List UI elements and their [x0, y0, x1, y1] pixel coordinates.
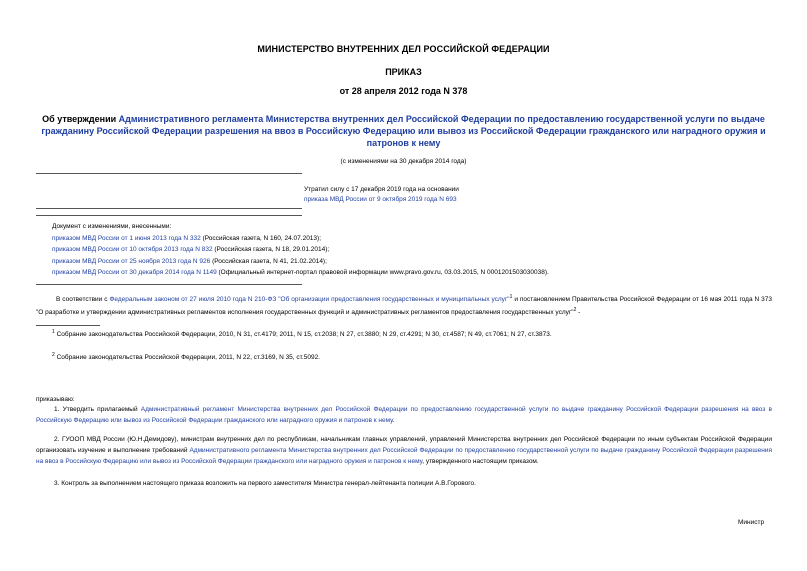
- amendment-link[interactable]: приказом МВД России от 10 октября 2013 года N 832: [52, 246, 213, 254]
- divider: [36, 284, 302, 285]
- footnote: [52, 352, 320, 361]
- federal-law-link[interactable]: Федеральным законом от 27 июля 2010 года N 210-ФЗ "Об организации предоставления государственных и муниципальных услуг": [109, 296, 510, 304]
- divider: [36, 173, 302, 174]
- amendment-source: (Российская газета, N 160, 24.07.2013);: [200, 234, 322, 242]
- doc-type-heading: ПРИКАЗ: [385, 67, 422, 77]
- date-number-heading: от 28 апреля 2012 года N 378: [339, 86, 468, 96]
- regulation-link[interactable]: Административный регламент Министерства внутренних дел Российской Федерации по предоставлению государственной услуги по выдаче гражданину Российской Федерации разрешения на ввоз в Российскую Федерацию или вывоз из Российской Федерации гражданского или наградного оружия и патронов к нему: [36, 406, 772, 424]
- amendment-link[interactable]: приказом МВД России от 25 ноября 2013 года N 926: [52, 257, 211, 265]
- paragraph-text: 2. ГУООП МВД России (Ю.Н.Демидову), министрам внутренних дел по республикам, начальникам главных управлений, управлений Министерства внутренних дел Российской Федерации по иным субъектам Российской Федерации организовать изучение и выполнение требований: [36, 436, 772, 454]
- amendment-source: (Официальный интернет-портал правовой информации www.pravo.gov.ru, 03.03.2015, N 0001201503030038).: [216, 269, 549, 277]
- void-notice: [304, 185, 459, 205]
- preamble-paragraph: [36, 292, 772, 318]
- order-word: приказываю:: [36, 396, 75, 403]
- footnote-text: Собрание законодательства Российской Федерации, 2011, N 22, ст.3169, N 35, ст.5092.: [56, 354, 320, 362]
- footnote-divider: [36, 325, 100, 326]
- regulation-link[interactable]: Административного регламента Министерства внутренних дел Российской Федерации по предоставлению государственной услуги по выдаче гражданину Российской Федерации разрешения на ввоз в Российскую Федерацию или вывоз из Российской Федерации гражданского или наградного оружия и патронов к нему: [36, 447, 772, 465]
- title-regulation-link[interactable]: Административного регламента Министерства внутренних дел Российской Федерации по предоставлению государственной услуги по выдаче гражданину Российской Федерации разрешения на ввоз в Российскую Федерацию или вывоз из Российской Федерации гражданского или наградного оружия и патронов к нему: [41, 114, 766, 148]
- footnote: [52, 329, 552, 338]
- preamble-text: В соответствии с: [56, 296, 110, 304]
- paragraph-text: .: [392, 417, 395, 424]
- amendment-item: [52, 256, 549, 268]
- preamble-text: -: [576, 309, 581, 317]
- amendment-source: (Российская газета, N 18, 29.01.2014);: [212, 246, 330, 254]
- footnote-mark: 2: [52, 352, 55, 358]
- paragraph-2: [36, 434, 772, 467]
- amendment-link[interactable]: приказом МВД России от 1 июня 2013 года N 332: [52, 234, 201, 242]
- paragraph-text: 1. Утвердить прилагаемый: [54, 406, 141, 413]
- paragraph-3: 3. Контроль за выполнением настоящего приказа возложить на первого заместителя Министра генерал-лейтенанта полиции А.В.Горового.: [54, 480, 476, 487]
- amendments-block: [52, 221, 549, 279]
- amendment-link[interactable]: приказом МВД России от 30 декабря 2014 года N 1149: [52, 269, 217, 277]
- paragraph-1: [36, 404, 772, 426]
- amendment-item: [52, 244, 549, 256]
- divider: [36, 215, 302, 216]
- footnote-ref[interactable]: 1: [509, 294, 513, 300]
- void-notice-text: Утратил силу с 17 декабря 2019 года на основании: [304, 186, 459, 193]
- title-prefix: Об утверждении: [42, 114, 119, 124]
- edition-note: (с изменениями на 30 декабря 2014 года): [340, 158, 467, 165]
- footnote-ref[interactable]: 2: [573, 307, 577, 314]
- divider: [36, 208, 302, 209]
- signature: Министр: [738, 519, 765, 526]
- paragraph-text: , утвержденного настоящим приказом.: [422, 458, 539, 465]
- amendment-item: [52, 233, 549, 245]
- void-order-link[interactable]: приказа МВД России от 9 октября 2019 года N 693: [304, 196, 457, 203]
- ministry-heading: МИНИСТЕРСТВО ВНУТРЕННИХ ДЕЛ РОССИЙСКОЙ ФЕДЕРАЦИИ: [257, 44, 550, 54]
- preamble-text: и постановлением Правительства Российской Федерации от 16 мая 2011 года N 373 "О разработке и утверждении административных регламентов исполнения государственных функций и административных регламентов предоставления государственных услуг": [36, 296, 772, 317]
- document-title: [36, 113, 771, 149]
- footnote-mark: 1: [52, 329, 55, 335]
- amendments-heading: Документ с изменениями, внесенными:: [52, 223, 172, 230]
- amendment-source: (Российская газета, N 41, 21.02.2014);: [210, 257, 327, 265]
- footnote-text: Собрание законодательства Российской Федерации, 2010, N 31, ст.4179; 2011, N 15, ст.2038; N 27, ст.3880; N 29, ст.4291; N 30, ст.4587; N 49, ст.7061; N 27, ст.3873.: [56, 331, 552, 339]
- amendment-item: [52, 267, 549, 279]
